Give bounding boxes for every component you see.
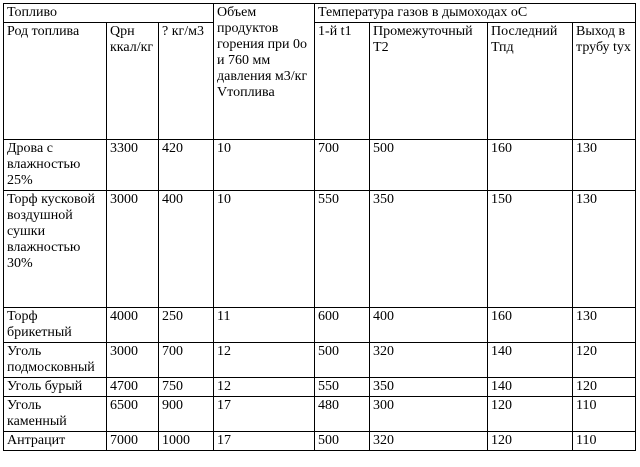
cell-tpd: 140 <box>488 343 573 378</box>
cell-tyx: 120 <box>573 343 636 378</box>
header-density: ? кг/м3 <box>159 23 214 140</box>
cell-tyx: 110 <box>573 432 636 451</box>
cell-tyx: 130 <box>573 191 636 308</box>
cell-t2: 350 <box>370 378 488 397</box>
header-t2: Промежуточный Т2 <box>370 23 488 140</box>
cell-tyx: 110 <box>573 397 636 432</box>
cell-t2: 400 <box>370 308 488 343</box>
cell-qrn: 4000 <box>107 308 159 343</box>
cell-kind: Уголь каменный <box>4 397 107 432</box>
cell-kind: Торф кусковой воздушной сушки влажностью 30% <box>4 191 107 308</box>
header-fuel-group: Топливо <box>4 4 214 23</box>
header-volume: Объем продуктов горения при 0о и 760 мм давления м3/кг Vтоплива <box>214 4 315 140</box>
cell-kind: Уголь бурый <box>4 378 107 397</box>
table-row <box>4 308 636 343</box>
cell-kind: Дрова с влажностью 25% <box>4 140 107 191</box>
cell-t1: 480 <box>315 397 370 432</box>
cell-volume: 10 <box>214 140 315 191</box>
cell-volume: 10 <box>214 191 315 308</box>
table-row <box>4 343 636 378</box>
cell-t1: 550 <box>315 191 370 308</box>
cell-tpd: 160 <box>488 308 573 343</box>
cell-t2: 320 <box>370 432 488 451</box>
header-row-groups <box>4 4 636 23</box>
header-kind: Род топлива <box>4 23 107 140</box>
cell-qrn: 3300 <box>107 140 159 191</box>
cell-kind: Антрацит <box>4 432 107 451</box>
header-tyx: Выход в трубу tух <box>573 23 636 140</box>
table-row <box>4 191 636 308</box>
table-row <box>4 140 636 191</box>
cell-volume: 12 <box>214 378 315 397</box>
cell-tyx: 130 <box>573 140 636 191</box>
cell-qrn: 3000 <box>107 191 159 308</box>
cell-volume: 17 <box>214 397 315 432</box>
cell-qrn: 7000 <box>107 432 159 451</box>
header-qrn: Qрн ккал/кг <box>107 23 159 140</box>
cell-kind: Торф брикетный <box>4 308 107 343</box>
cell-qrn: 4700 <box>107 378 159 397</box>
cell-density: 750 <box>159 378 214 397</box>
header-t1: 1-й t1 <box>315 23 370 140</box>
cell-t2: 320 <box>370 343 488 378</box>
cell-tyx: 130 <box>573 308 636 343</box>
cell-density: 420 <box>159 140 214 191</box>
table-row <box>4 378 636 397</box>
cell-t2: 500 <box>370 140 488 191</box>
cell-qrn: 3000 <box>107 343 159 378</box>
header-row-columns <box>4 23 636 140</box>
header-temperature-group: Температура газов в дымоходах оС <box>315 4 636 23</box>
cell-qrn: 6500 <box>107 397 159 432</box>
cell-tpd: 120 <box>488 397 573 432</box>
cell-tpd: 160 <box>488 140 573 191</box>
cell-t1: 700 <box>315 140 370 191</box>
cell-density: 250 <box>159 308 214 343</box>
cell-density: 900 <box>159 397 214 432</box>
cell-t1: 600 <box>315 308 370 343</box>
cell-t1: 550 <box>315 378 370 397</box>
cell-density: 1000 <box>159 432 214 451</box>
cell-density: 700 <box>159 343 214 378</box>
cell-tyx: 120 <box>573 378 636 397</box>
cell-volume: 11 <box>214 308 315 343</box>
cell-tpd: 140 <box>488 378 573 397</box>
cell-volume: 17 <box>214 432 315 451</box>
table-row <box>4 432 636 451</box>
cell-tpd: 120 <box>488 432 573 451</box>
cell-t1: 500 <box>315 343 370 378</box>
cell-t2: 300 <box>370 397 488 432</box>
cell-tpd: 150 <box>488 191 573 308</box>
cell-t2: 350 <box>370 191 488 308</box>
table-row <box>4 397 636 432</box>
fuel-data-table <box>3 3 636 451</box>
cell-kind: Уголь подмосковный <box>4 343 107 378</box>
cell-t1: 500 <box>315 432 370 451</box>
header-tpd: Последний Тпд <box>488 23 573 140</box>
cell-density: 400 <box>159 191 214 308</box>
cell-volume: 12 <box>214 343 315 378</box>
